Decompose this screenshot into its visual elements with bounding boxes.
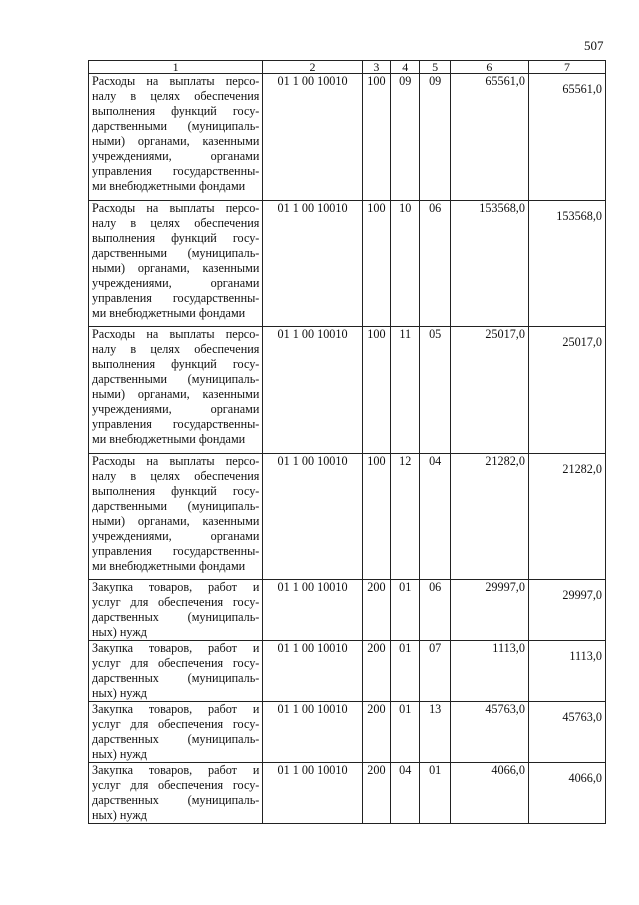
expense-name-cell xyxy=(89,580,263,641)
expense-name-line: управления государственны- xyxy=(92,417,260,431)
expense-name-line: ными) органами, казенными xyxy=(92,387,260,401)
amount-executed-cell: 1113,0 xyxy=(528,641,605,702)
expense-type-cell: 200 xyxy=(362,641,390,702)
amount-executed-cell: 153568,0 xyxy=(528,201,605,327)
amount-executed-cell: 21282,0 xyxy=(528,454,605,580)
expense-name-line: дарственными (муниципаль- xyxy=(92,246,260,260)
target-code-cell: 01 1 00 10010 xyxy=(263,641,362,702)
table-body xyxy=(89,74,606,824)
expense-name-line: услуг для обеспечения госу- xyxy=(92,717,260,731)
amount-executed-cell: 29997,0 xyxy=(528,580,605,641)
expense-name-line: управления государственны- xyxy=(92,164,260,178)
expense-name-line: дарственных (муниципаль- xyxy=(92,671,260,685)
expense-name-line: ными) органами, казенными xyxy=(92,514,260,528)
section-cell: 01 xyxy=(391,702,420,763)
expense-name-line: Закупка товаров, работ и xyxy=(92,763,260,777)
expense-type-cell: 100 xyxy=(362,74,390,201)
section-cell: 10 xyxy=(391,201,420,327)
expense-type-cell: 100 xyxy=(362,327,390,454)
expense-name-line: ных) нужд xyxy=(92,625,147,639)
expense-name-line: Закупка товаров, работ и xyxy=(92,702,260,716)
expense-name-line: выполнения функций госу- xyxy=(92,484,260,498)
expense-name-line: Расходы на выплаты персо- xyxy=(92,327,260,341)
expense-name-line: услуг для обеспечения госу- xyxy=(92,595,260,609)
expense-name-line: ми внебюджетными фондами xyxy=(92,179,246,193)
target-code-cell: 01 1 00 10010 xyxy=(263,580,362,641)
expense-name-cell xyxy=(89,74,263,201)
header-col-3: 3 xyxy=(362,61,390,74)
expense-name-line: налу в целях обеспечения xyxy=(92,89,260,103)
target-code-cell: 01 1 00 10010 xyxy=(263,327,362,454)
expense-name-line: налу в целях обеспечения xyxy=(92,469,260,483)
header-col-7: 7 xyxy=(528,61,605,74)
expense-name-line: услуг для обеспечения госу- xyxy=(92,656,260,670)
expense-name-line: Расходы на выплаты персо- xyxy=(92,74,260,88)
expense-name-cell xyxy=(89,702,263,763)
expense-name-line: дарственными (муниципаль- xyxy=(92,372,260,386)
target-code-cell: 01 1 00 10010 xyxy=(263,454,362,580)
target-code-cell: 01 1 00 10010 xyxy=(263,74,362,201)
header-col-2: 2 xyxy=(263,61,362,74)
table-row xyxy=(89,454,606,580)
expense-name-line: управления государственны- xyxy=(92,291,260,305)
expense-name-cell xyxy=(89,201,263,327)
expense-name-line: выполнения функций госу- xyxy=(92,357,260,371)
expense-name-line: дарственными (муниципаль- xyxy=(92,499,260,513)
target-code-cell: 01 1 00 10010 xyxy=(263,201,362,327)
expense-name-cell xyxy=(89,454,263,580)
amount-cell: 153568,0 xyxy=(450,201,528,327)
subsection-cell: 07 xyxy=(420,641,450,702)
subsection-cell: 06 xyxy=(420,201,450,327)
expense-type-cell: 200 xyxy=(362,763,390,824)
expense-name-line: ными) органами, казенными xyxy=(92,261,260,275)
expense-type-cell: 200 xyxy=(362,580,390,641)
amount-executed-cell: 25017,0 xyxy=(528,327,605,454)
table-row xyxy=(89,201,606,327)
budget-table xyxy=(88,60,606,824)
table-row xyxy=(89,763,606,824)
amount-cell: 4066,0 xyxy=(450,763,528,824)
expense-name-line: учреждениями, органами xyxy=(92,149,260,163)
expense-type-cell: 100 xyxy=(362,454,390,580)
expense-name-line: ми внебюджетными фондами xyxy=(92,306,246,320)
amount-executed-cell: 65561,0 xyxy=(528,74,605,201)
table-row xyxy=(89,327,606,454)
table-row xyxy=(89,641,606,702)
expense-name-line: учреждениями, органами xyxy=(92,276,260,290)
expense-name-line: учреждениями, органами xyxy=(92,402,260,416)
expense-name-line: ми внебюджетными фондами xyxy=(92,559,246,573)
target-code-cell: 01 1 00 10010 xyxy=(263,702,362,763)
amount-cell: 25017,0 xyxy=(450,327,528,454)
amount-executed-cell: 45763,0 xyxy=(528,702,605,763)
expense-name-line: выполнения функций госу- xyxy=(92,104,260,118)
subsection-cell: 01 xyxy=(420,763,450,824)
expense-name-line: Расходы на выплаты персо- xyxy=(92,201,260,215)
expense-name-line: дарственных (муниципаль- xyxy=(92,610,260,624)
section-cell: 11 xyxy=(391,327,420,454)
expense-type-cell: 100 xyxy=(362,201,390,327)
table-row xyxy=(89,702,606,763)
section-cell: 12 xyxy=(391,454,420,580)
header-col-1: 1 xyxy=(89,61,263,74)
expense-name-line: выполнения функций госу- xyxy=(92,231,260,245)
header-col-5: 5 xyxy=(420,61,450,74)
expense-name-line: дарственных (муниципаль- xyxy=(92,732,260,746)
expense-name-cell xyxy=(89,327,263,454)
expense-name-line: ных) нужд xyxy=(92,808,147,822)
amount-cell: 1113,0 xyxy=(450,641,528,702)
subsection-cell: 05 xyxy=(420,327,450,454)
subsection-cell: 04 xyxy=(420,454,450,580)
amount-cell: 29997,0 xyxy=(450,580,528,641)
header-col-6: 6 xyxy=(450,61,528,74)
amount-cell: 45763,0 xyxy=(450,702,528,763)
section-cell: 09 xyxy=(391,74,420,201)
expense-name-line: учреждениями, органами xyxy=(92,529,260,543)
expense-type-cell: 200 xyxy=(362,702,390,763)
expense-name-line: Закупка товаров, работ и xyxy=(92,641,260,655)
expense-name-line: ными) органами, казенными xyxy=(92,134,260,148)
expense-name-line: налу в целях обеспечения xyxy=(92,342,260,356)
expense-name-line: дарственных (муниципаль- xyxy=(92,793,260,807)
page-number: 507 xyxy=(584,38,604,53)
expense-name-line: услуг для обеспечения госу- xyxy=(92,778,260,792)
expense-name-line: Закупка товаров, работ и xyxy=(92,580,260,594)
section-cell: 04 xyxy=(391,763,420,824)
amount-cell: 21282,0 xyxy=(450,454,528,580)
expense-name-line: управления государственны- xyxy=(92,544,260,558)
target-code-cell: 01 1 00 10010 xyxy=(263,763,362,824)
amount-executed-cell: 4066,0 xyxy=(528,763,605,824)
subsection-cell: 13 xyxy=(420,702,450,763)
table-row xyxy=(89,74,606,201)
section-cell: 01 xyxy=(391,641,420,702)
expense-name-line: дарственными (муниципаль- xyxy=(92,119,260,133)
expense-name-line: ми внебюджетными фондами xyxy=(92,432,246,446)
expense-name-line: Расходы на выплаты персо- xyxy=(92,454,260,468)
section-cell: 01 xyxy=(391,580,420,641)
header-col-4: 4 xyxy=(391,61,420,74)
subsection-cell: 09 xyxy=(420,74,450,201)
amount-cell: 65561,0 xyxy=(450,74,528,201)
table-row xyxy=(89,580,606,641)
header-row xyxy=(89,61,606,74)
expense-name-line: налу в целях обеспечения xyxy=(92,216,260,230)
expense-name-line: ных) нужд xyxy=(92,686,147,700)
expense-name-line: ных) нужд xyxy=(92,747,147,761)
subsection-cell: 06 xyxy=(420,580,450,641)
expense-name-cell xyxy=(89,641,263,702)
expense-name-cell xyxy=(89,763,263,824)
